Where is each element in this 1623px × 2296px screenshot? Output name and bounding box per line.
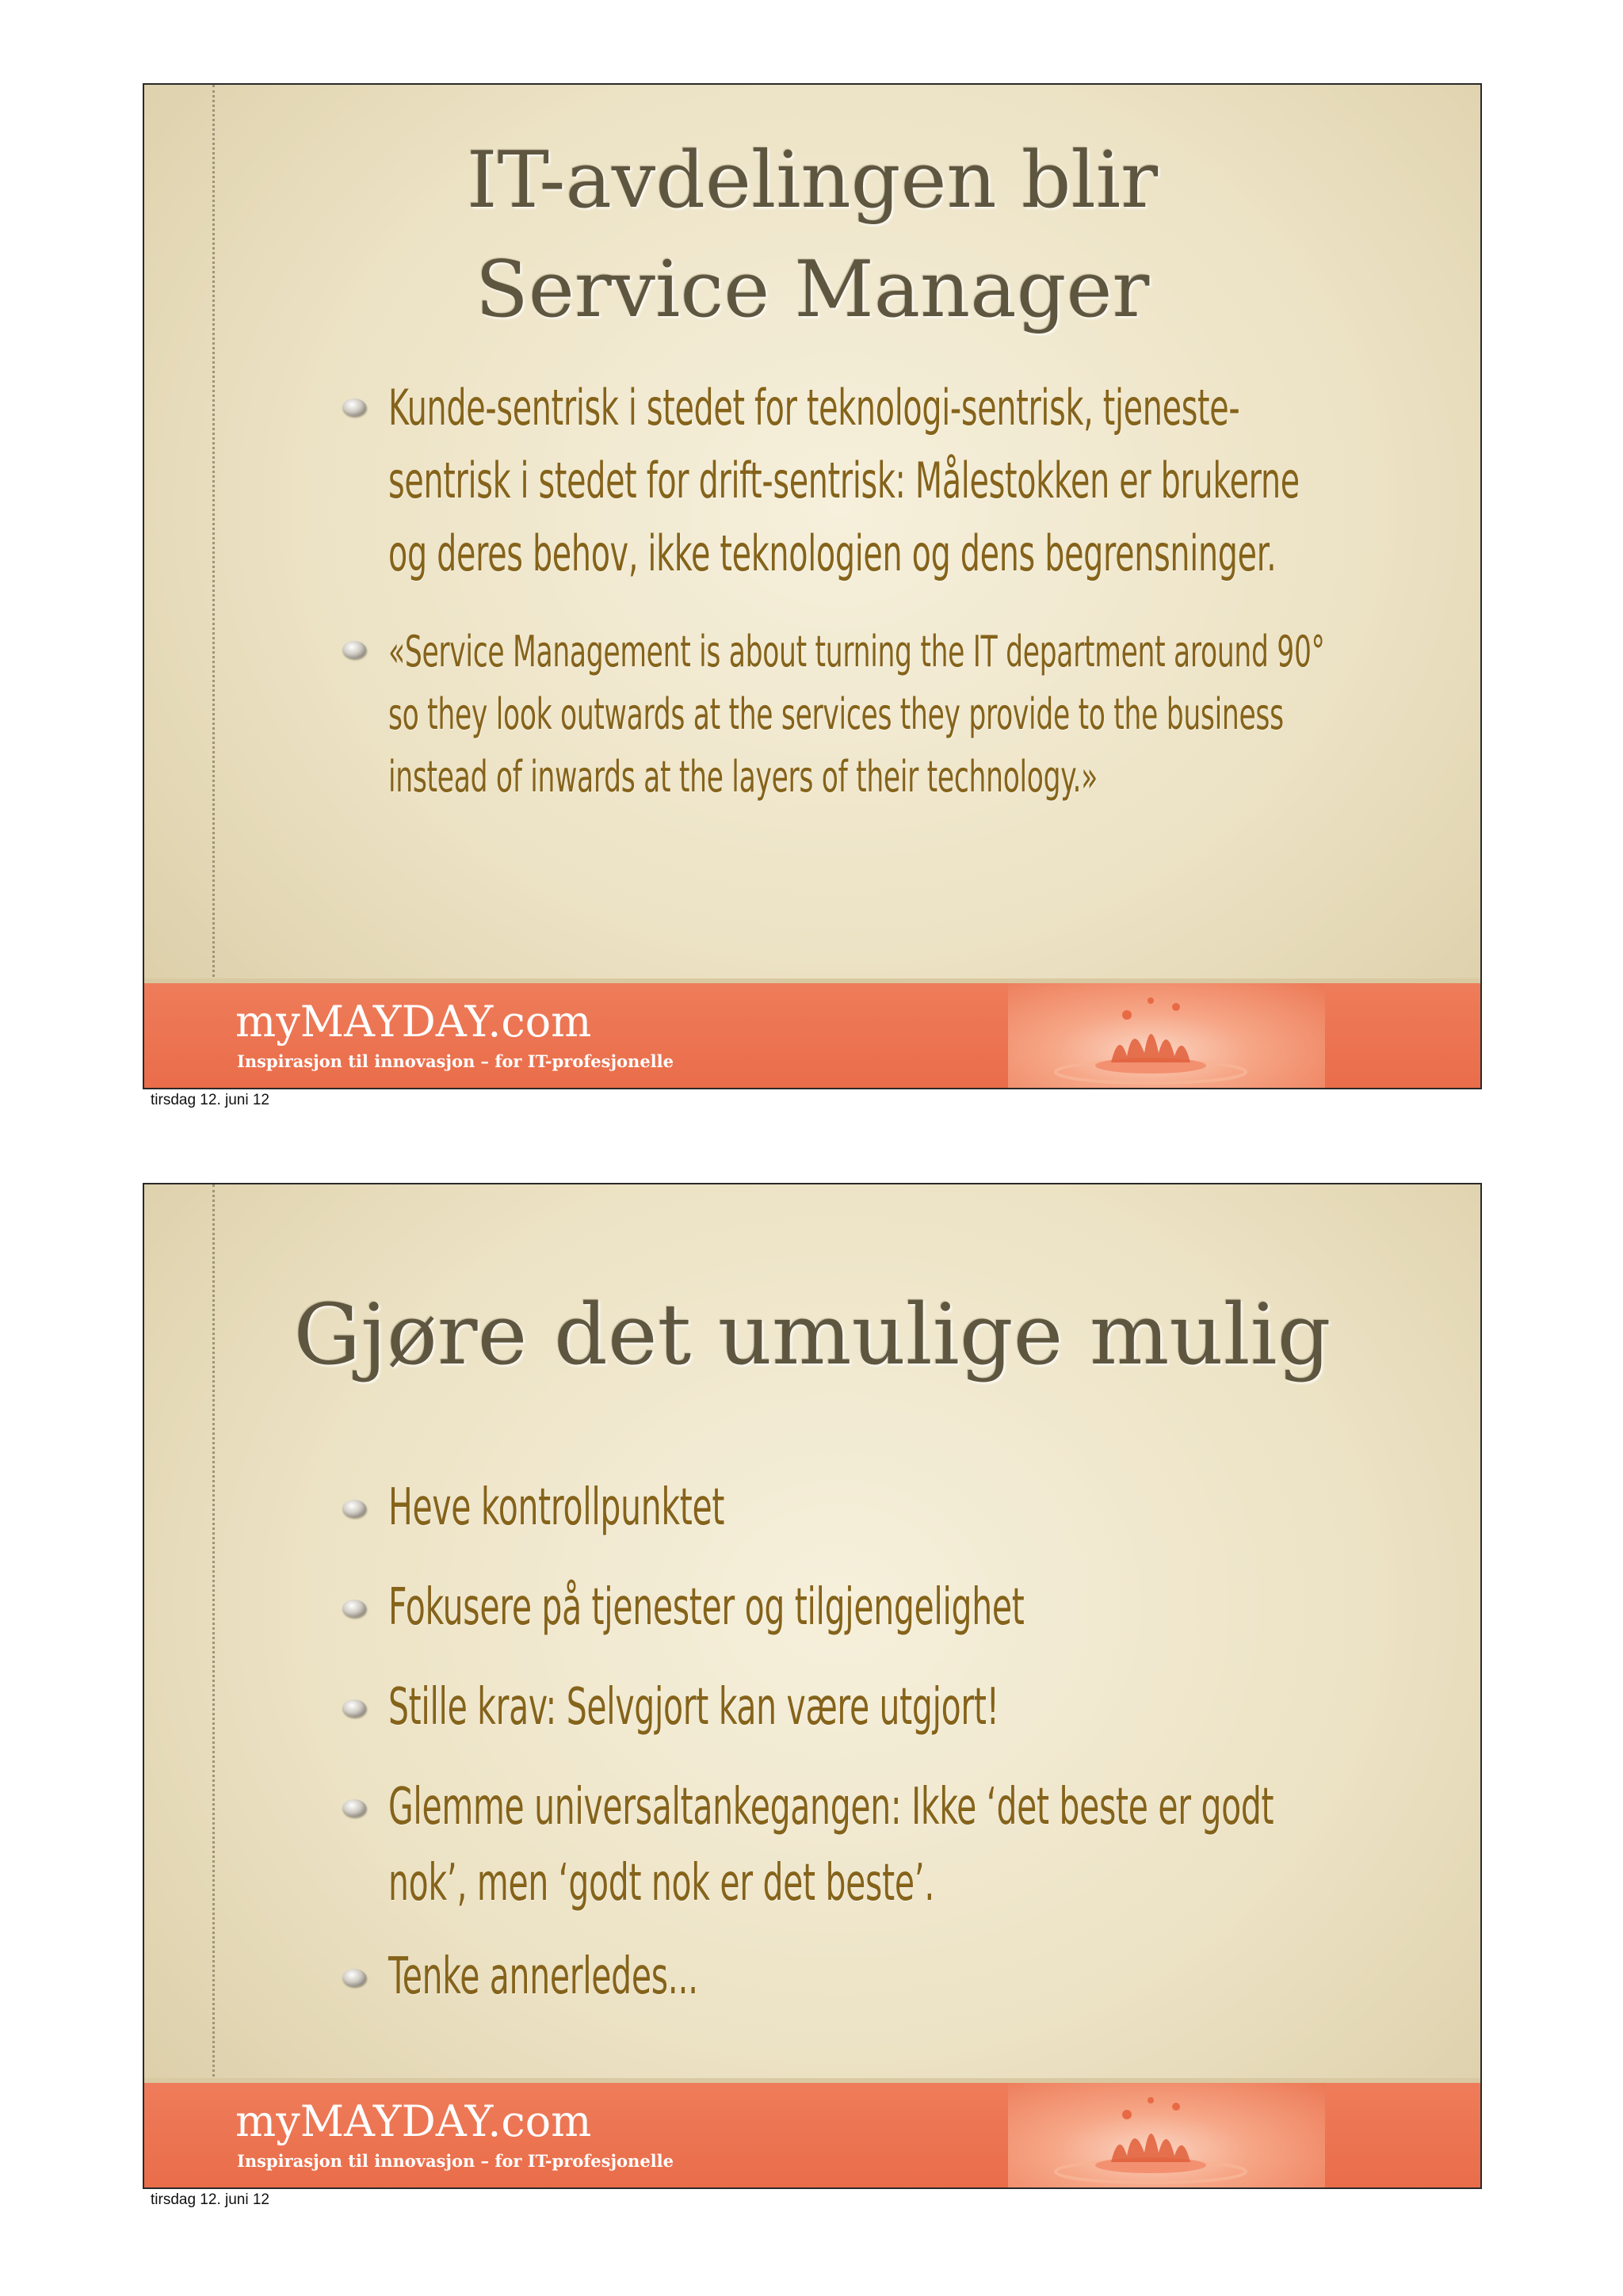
- brand-logo: myMAYDAY.com: [235, 2096, 592, 2146]
- bullet-dot-icon: [342, 1969, 366, 1986]
- print-date: tirsdag 12. juni 12: [151, 2191, 269, 2208]
- bullet-text: Glemme universaltankegangen: Ikke ‘det beste er godt nok’, men ‘godt nok er det beste’.: [388, 1778, 1274, 1913]
- title-line-1: IT-avdelingen blir: [466, 135, 1159, 226]
- bullet-item: [342, 620, 1346, 808]
- water-splash-icon: [1008, 983, 1325, 1088]
- title-line-2: Service Manager: [475, 245, 1150, 335]
- bullet-dot-icon: [342, 1600, 366, 1617]
- brand-tagline: Inspirasjon til innovasjon – for IT-profesjonelle: [237, 1051, 674, 1071]
- bullet-item: [342, 372, 1346, 590]
- bullet-item: [342, 1669, 1346, 1745]
- bullet-text: Kunde-sentrisk i stedet for teknologi-sentrisk, tjeneste-sentrisk i stedet for drift-sentrisk: Målestokken er brukerne og deres behov, ikke teknologien og dens begrensninger.: [388, 379, 1300, 582]
- slide-title: [144, 126, 1480, 345]
- bullet-item: [342, 1470, 1346, 1546]
- slide-title: [144, 1280, 1480, 1390]
- bullet-dot-icon: [342, 1699, 366, 1717]
- print-date: tirsdag 12. juni 12: [151, 1092, 269, 1108]
- bullet-text: Stille krav: Selvgjort kan være utgjort!: [388, 1678, 999, 1737]
- bullet-list: [342, 1470, 1346, 2039]
- title-line-1: Gjøre det umulige mulig: [293, 1286, 1331, 1383]
- slide-2: [143, 1183, 1482, 2189]
- bullet-text: Tenke annerledes...: [388, 1947, 698, 2006]
- bullet-item: [342, 1769, 1346, 1921]
- bullet-dot-icon: [342, 641, 366, 658]
- bullet-dot-icon: [342, 1500, 366, 1517]
- bullet-dot-icon: [342, 399, 366, 416]
- brand-tagline: Inspirasjon til innovasjon – for IT-profesjonelle: [237, 2151, 674, 2171]
- water-splash-icon: [1008, 2083, 1325, 2187]
- bullet-list: [342, 372, 1346, 808]
- bullet-dot-icon: [342, 1799, 366, 1817]
- bullet-text: Heve kontrollpunktet: [388, 1478, 725, 1537]
- bullet-item: [342, 1939, 1346, 2015]
- footer-banner: [144, 2078, 1480, 2187]
- footer-banner: [144, 978, 1480, 1088]
- slide-1: [143, 83, 1482, 1089]
- bullet-text: «Service Management is about turning the IT department around 90° so they look outwards at the services they provide to the business instead of inwards at the layers of their technology.»: [388, 627, 1325, 802]
- bullet-item: [342, 1569, 1346, 1646]
- bullet-text: Fokusere på tjenester og tilgjengelighet: [388, 1578, 1025, 1637]
- brand-logo: myMAYDAY.com: [235, 997, 592, 1047]
